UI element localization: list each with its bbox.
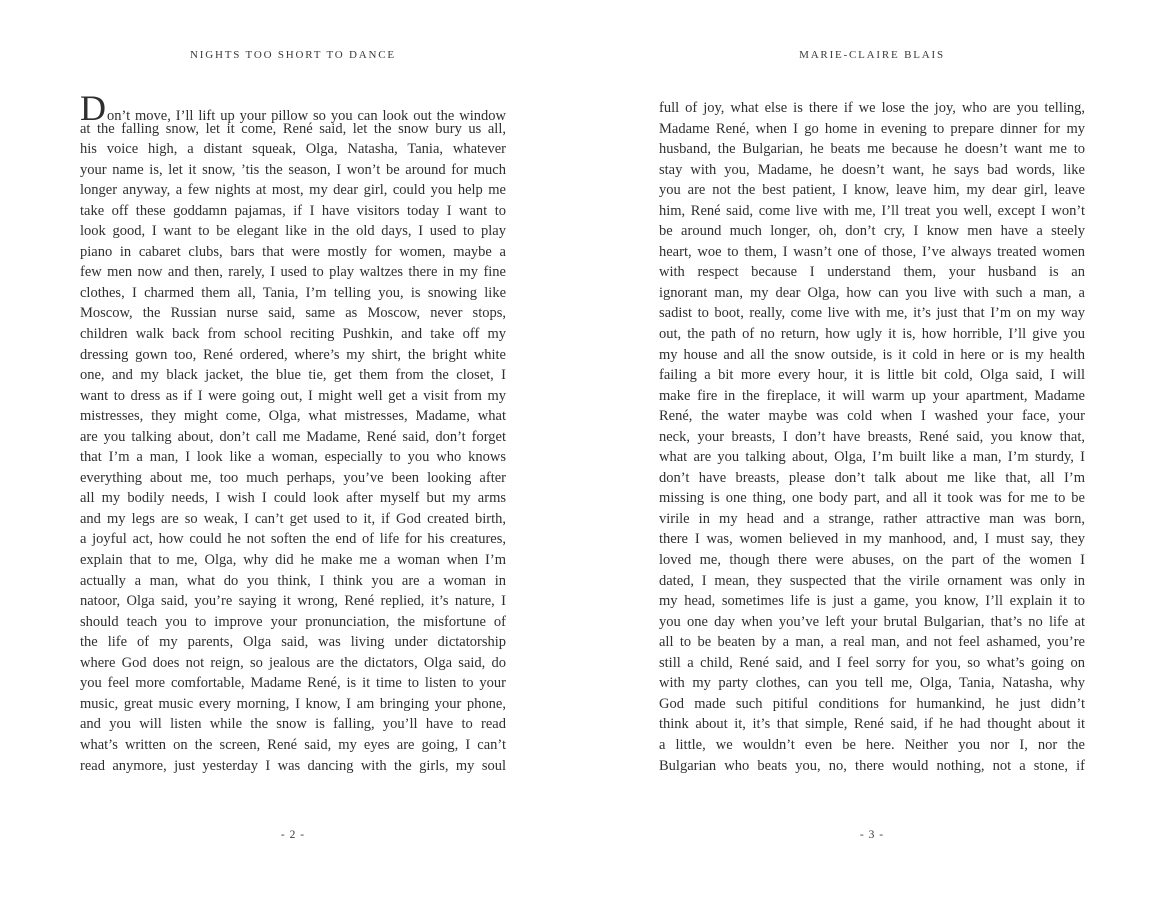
text-line: natoor, Olga said, you’re saying it wrong, René replied, it’s nature, I [80, 593, 506, 610]
text-line: dressing gown too, René ordered, where’s my shirt, the bright white [80, 346, 506, 363]
text-line: what’s written on the screen, René said, my eyes are going, I can’t [80, 736, 506, 753]
text-line: still a child, René said, and I feel sorry for you, so what’s going on [659, 654, 1085, 671]
page-right [659, 0, 1085, 900]
text-line: all my bodily needs, I wish I could look after myself but my arms [80, 490, 506, 507]
body-text-left [80, 88, 506, 776]
text-line: where God does not reign, so jealous are the dictators, Olga said, do [80, 654, 506, 671]
running-header-author: MARIE-CLAIRE BLAIS [799, 49, 945, 61]
text-line: want to dress as if I were going out, I might well get a visit from my [80, 387, 506, 404]
text-line: him, René said, come live with me, I’ll treat you well, except I won’t [659, 202, 1085, 219]
text-line: you are not the best patient, I know, leave him, my dear girl, leave [659, 182, 1085, 199]
text-line: longer anyway, a few nights at most, my dear girl, could you help me [80, 182, 506, 199]
text-line: ignorant man, my dear Olga, how can you live with such a man, a [659, 284, 1085, 301]
page-number-left: - 2 - [280, 829, 306, 841]
text-line: Madame René, when I go home in evening to prepare dinner for my [659, 120, 1085, 137]
text-line: stay with you, Madame, he doesn’t want, he says bad words, like [659, 161, 1085, 178]
text-line: sadist to boot, really, come live with me, it’s just that I’m on my way [659, 305, 1085, 322]
text-line: your name is, let it snow, ’tis the season, I won’t be around for much [80, 161, 506, 178]
text-lines-right [659, 98, 1085, 776]
text-line: the life of my parents, Olga said, was living under dictatorship [80, 634, 506, 651]
text-line: actually a man, what do you think, I think you are a woman in [80, 572, 506, 589]
text-line: with respect because I understand them, your husband is an [659, 264, 1085, 281]
text-line: loved me, though there were abuses, on the part of the women I [659, 552, 1085, 569]
text-line: read anymore, just yesterday I was dancing with the girls, my soul [80, 757, 506, 774]
running-header-title: NIGHTS TOO SHORT TO DANCE [190, 49, 396, 61]
text-line: virile in my head and a strange, rather attractive man was born, [659, 510, 1085, 527]
drop-cap: D [80, 88, 106, 128]
text-line: take off these goddamn pajamas, if I have visitors today I want to [80, 202, 506, 219]
text-line: missing is one thing, one body part, and all it took was for me to be [659, 490, 1085, 507]
text-line: God made such pitiful conditions for humankind, he just didn’t [659, 695, 1085, 712]
text-line: are you talking about, don’t call me Madame, René said, don’t forget [80, 428, 506, 445]
text-line: my house and all the snow outside, is it cold in here or is my health [659, 346, 1085, 363]
text-line: Moscow, the Russian nurse said, same as Moscow, never stops, [80, 305, 506, 322]
text-line: think about it, it’s that simple, René said, if he had thought about it [659, 716, 1085, 733]
page-number-right: - 3 - [859, 829, 885, 841]
text-line: you one day when you’ve left your brutal Bulgarian, that’s no life at [659, 613, 1085, 630]
text-line: clothes, I charmed them all, Tania, I’m telling you, is snowing like [80, 284, 506, 301]
text-line: full of joy, what else is there if we lose the joy, who are you telling, [659, 100, 1085, 116]
text-lines-left [80, 119, 506, 777]
text-line: explain that to me, Olga, why did he make me a woman when I’m [80, 552, 506, 569]
text-line: a little, we wouldn’t even be here. Neither you nor I, nor the [659, 736, 1085, 753]
text-line: at the falling snow, let it come, René said, let the snow bury us all, [80, 120, 506, 137]
text-line: all to be beaten by a man, a real man, and not feel ashamed, you’re [659, 634, 1085, 651]
text-line: and you will listen while the snow is falling, you’ll have to read [80, 716, 506, 733]
text-line: make fire in the fireplace, it will warm up your apartment, Madame [659, 387, 1085, 404]
text-line: failing a bit more every hour, it is little bit cold, Olga said, I will [659, 367, 1085, 384]
text-line: few men now and then, rarely, I used to play waltzes there in my fine [80, 264, 506, 281]
text-line: look good, I want to be elegant like in the old days, I used to play [80, 223, 506, 240]
page-left [80, 0, 506, 900]
text-line: my head, sometimes life is just a game, you know, I’ll explain it to [659, 593, 1085, 610]
text-line: René, the water maybe was cold when I washed your face, your [659, 408, 1085, 425]
text-line: piano in cabaret clubs, bars that were mostly for women, maybe a [80, 243, 506, 260]
text-line-first [80, 88, 506, 128]
text-line: Bulgarian who beats you, no, there would nothing, not a stone, if [659, 757, 1085, 774]
text-line: you feel more comfortable, Madame René, is it time to listen to your [80, 675, 506, 692]
text-line: that I’m a man, I look like a woman, especially to you who knows [80, 449, 506, 466]
text-line: neck, your breasts, I don’t have breasts, René said, you know that, [659, 428, 1085, 445]
text-line: children walk back from school reciting Pushkin, and take off my [80, 326, 506, 343]
text-line: music, great music every morning, I know, I am bringing your phone, [80, 695, 506, 712]
text-line: heart, woe to them, I wasn’t one of those, I’ve always treated women [659, 243, 1085, 260]
text-line: husband, the Bulgarian, he beats me because he doesn’t want me to [659, 141, 1085, 158]
text-line: should teach you to improve your pronunciation, the misfortune of [80, 613, 506, 630]
first-line-text: on’t move, I’ll lift up your pillow so you can look out the window [107, 108, 506, 124]
text-line: and my legs are so weak, I can’t get used to it, if God created birth, [80, 510, 506, 527]
text-line: dated, I mean, they suspected that the virile ornament was only in [659, 572, 1085, 589]
text-line: there I was, women believed in my manhood, and, I must say, they [659, 531, 1085, 548]
text-line: what are you talking about, Olga, I’m built like a man, I’m sturdy, I [659, 449, 1085, 466]
text-line: mistresses, they might come, Olga, what mistresses, Madame, what [80, 408, 506, 425]
body-text-right [659, 98, 1085, 776]
text-line: out, the path of no return, how ugly it is, how horrible, I’ll give you [659, 326, 1085, 343]
text-line: his voice high, a distant squeak, Olga, Natasha, Tania, whatever [80, 141, 506, 158]
text-line: be around much longer, oh, don’t cry, I know men have a steely [659, 223, 1085, 240]
text-line: a joyful act, how could he not soften the end of life for his creatures, [80, 531, 506, 548]
text-line: don’t have breasts, please don’t talk about me like that, all I’m [659, 469, 1085, 486]
text-line: one, and my black jacket, the blue tie, get them from the closet, I [80, 367, 506, 384]
text-line: everything about me, too much perhaps, you’ve been looking after [80, 469, 506, 486]
text-line: with my party clothes, can you tell me, Olga, Tania, Natasha, why [659, 675, 1085, 692]
